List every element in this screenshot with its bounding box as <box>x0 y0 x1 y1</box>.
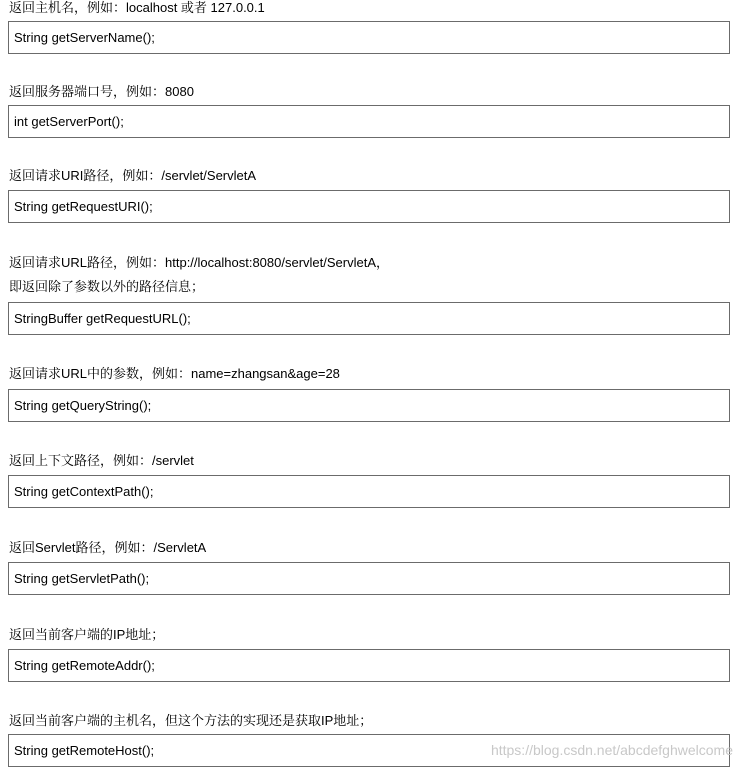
code-box-query-string: String getQueryString(); <box>8 389 730 422</box>
desc-server-name: 返回主机名，例如：localhost 或者 127.0.0.1 <box>9 0 265 15</box>
code-box-context-path: String getContextPath(); <box>8 475 730 508</box>
code-box-request-uri: String getRequestURI(); <box>8 190 730 223</box>
code-box-server-port: int getServerPort(); <box>8 105 730 138</box>
desc-request-uri: 返回请求URI路径，例如：/servlet/ServletA <box>9 168 257 183</box>
desc-remote-addr: 返回当前客户端的IP地址； <box>9 627 165 642</box>
code-box-server-name: String getServerName(); <box>8 21 730 54</box>
desc-server-port: 返回服务器端口号，例如：8080 <box>9 84 194 99</box>
code-box-remote-addr: String getRemoteAddr(); <box>8 649 730 682</box>
watermark-text: https://blog.csdn.net/abcdefghwelcome <box>490 742 733 758</box>
desc-request-url: 返回请求URL路径，例如：http://localhost:8080/servlet/ServletA， <box>9 255 390 270</box>
code-box-remote-host: String getRemoteHost(); <box>8 734 730 767</box>
code-box-servlet-path: String getServletPath(); <box>8 562 730 595</box>
desc-query-string: 返回请求URL中的参数，例如：name=zhangsan&age=28 <box>9 366 340 381</box>
desc-remote-host: 返回当前客户端的主机名，但这个方法的实现还是获取IP地址； <box>9 713 373 728</box>
desc-servlet-path: 返回Servlet路径，例如：/ServletA <box>9 540 207 555</box>
desc-request-url-line2: 即返回除了参数以外的路径信息； <box>9 279 205 294</box>
desc-context-path: 返回上下文路径，例如：/servlet <box>9 453 194 468</box>
code-box-request-url: StringBuffer getRequestURL(); <box>8 302 730 335</box>
